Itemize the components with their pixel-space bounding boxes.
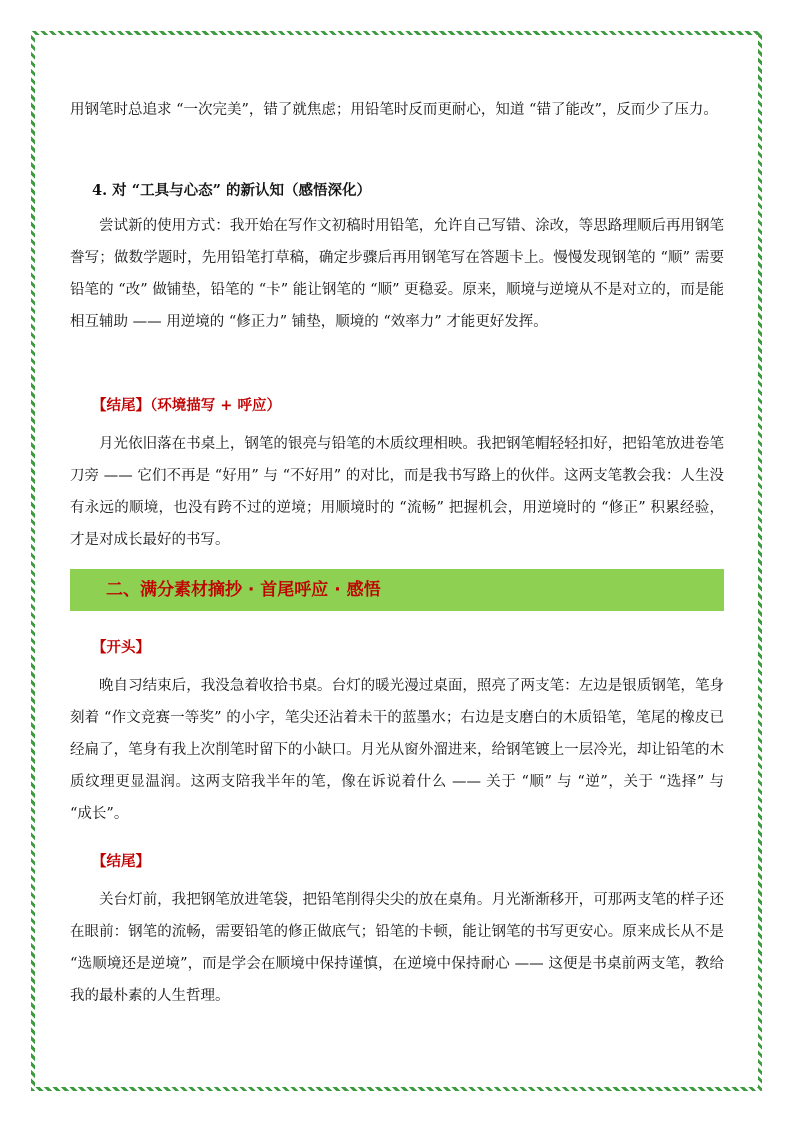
label-opening: 【开头】 [92,639,150,656]
paragraph-opening [70,670,724,830]
paragraph-text: 用钢笔时总追求 “一次完美”，错了就焦虑；用铅笔时反而更耐心，知道 “错了能改”，反而少了压力。 [70,102,718,118]
paragraph-ending [70,428,724,556]
label-ending-environment: 【结尾】（环境描写 + 呼应） [92,397,281,414]
paragraph-final [70,884,724,1012]
label-ending: 【结尾】 [92,853,150,870]
paragraph-continued [70,94,724,126]
paragraph-text: 晚自习结束后，我没急着收拾书桌。台灯的暖光漫过桌面，照亮了两支笔：左边是银质钢笔，笔身刻着 “作文竞赛一等奖” 的小字，笔尖还沾着未干的蓝墨水；右边是支磨白的木质铅笔，笔尾的橡皮已经扁了，笔身有我上次削笔时留下的小缺口。月光从窗外溜进来，给钢笔镀上一层冷光，却让铅笔的木质纹理更显温润。这两支陪我半年的笔，像在诉说着什么 —— 关于 “顺” 与 “逆”，关于 “选择” 与 “成长”。 [70,678,724,822]
section-banner: 二、满分素材摘抄 · 首尾呼应 · 感悟 [70,569,724,611]
paragraph-text: 尝试新的使用方式：我开始在写作文初稿时用铅笔，允许自己写错、涂改，等思路理顺后再用钢笔誊写；做数学题时，先用铅笔打草稿，确定步骤后再用钢笔写在答题卡上。慢慢发现钢笔的 “顺” 需要铅笔的 “改” 做铺垫，铅笔的 “卡” 能让钢笔的 “顺” 更稳妥。原来，顺境与逆境从不是对立的，而是能相互辅助 —— 用逆境的 “修正力” 铺垫，顺境的 “效率力” 才能更好发挥。 [70,218,724,330]
paragraph-new-method [70,210,724,338]
section-heading-4: 4. 对 “工具与心态” 的新认知（感悟深化） [92,182,371,199]
paragraph-text: 关台灯前，我把钢笔放进笔袋，把铅笔削得尖尖的放在桌角。月光渐渐移开，可那两支笔的样子还在眼前：钢笔的流畅，需要铅笔的修正做底气；铅笔的卡顿，能让钢笔的书写更安心。原来成长从不是 “选顺境还是逆境”，而是学会在顺境中保持谨慎，在逆境中保持耐心 —— 这便是书桌前两支笔，教给我的最朴素的人生哲理。 [70,892,724,1004]
paragraph-text: 月光依旧落在书桌上，钢笔的银亮与铅笔的木质纹理相映。我把钢笔帽轻轻扣好，把铅笔放进卷笔刀旁 —— 它们不再是 “好用” 与 “不好用” 的对比，而是我书写路上的伙伴。这两支笔教会我：人生没有永远的顺境，也没有跨不过的逆境；用顺境时的 “流畅” 把握机会，用逆境时的 “修正” 积累经验，才是对成长最好的书写。 [70,436,724,548]
